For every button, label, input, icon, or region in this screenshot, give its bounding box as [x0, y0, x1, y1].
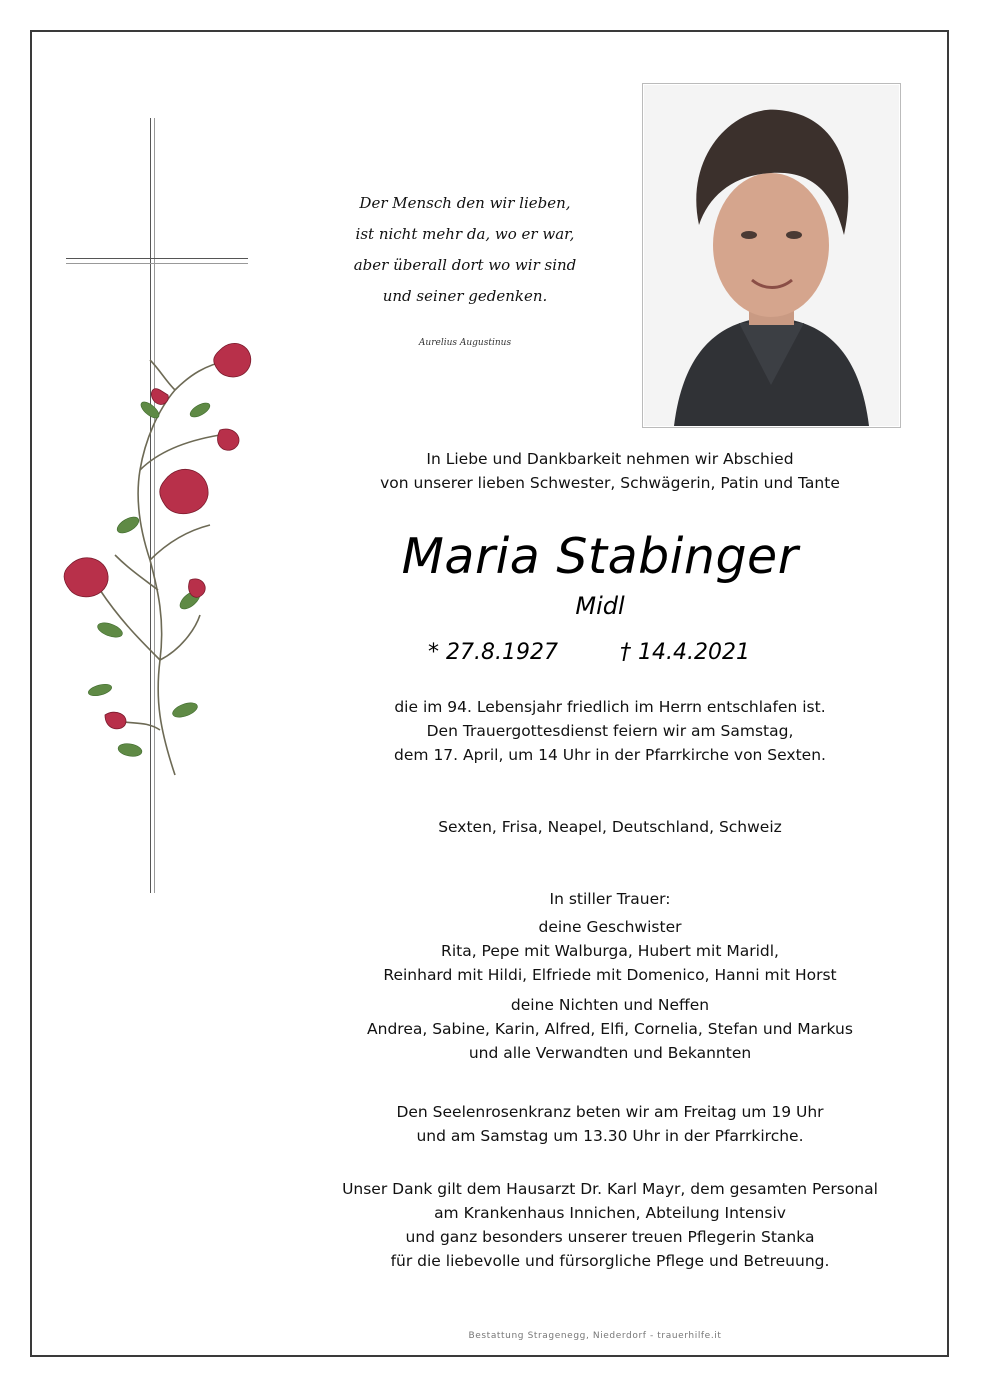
- service-text: [270, 695, 950, 767]
- nieces-title: deine Nichten und Neffen: [510, 996, 710, 1014]
- nieces-block: [270, 993, 950, 1065]
- memorial-quote: [330, 188, 600, 312]
- service-line: Den Trauergottesdienst feiern wir am Samstag,: [426, 722, 794, 740]
- quote-author: Aurelius Augustinus: [418, 338, 512, 348]
- quote-line: Der Mensch den wir lieben,: [359, 194, 571, 212]
- rose-branch-illustration: [40, 330, 260, 790]
- rosary-line: und am Samstag um 13.30 Uhr in der Pfarrkirche.: [416, 1127, 804, 1145]
- nieces-line: Andrea, Sabine, Karin, Alfred, Elfi, Cornelia, Stefan und Markus: [367, 1020, 853, 1038]
- places-text: Sexten, Frisa, Neapel, Deutschland, Schweiz: [438, 818, 782, 836]
- siblings-line: Reinhard mit Hildi, Elfriede mit Domenico, Hanni mit Horst: [383, 966, 837, 984]
- quote-line: ist nicht mehr da, wo er war,: [355, 225, 575, 243]
- thanks-text: [270, 1177, 950, 1273]
- deceased-name: Maria Stabinger: [401, 528, 799, 585]
- rosary-text: [270, 1100, 950, 1148]
- intro-line: In Liebe und Dankbarkeit nehmen wir Abschied: [426, 450, 794, 468]
- thanks-line: Unser Dank gilt dem Hausarzt Dr. Karl Mayr, dem gesamten Personal: [342, 1180, 878, 1198]
- intro-line: von unserer lieben Schwester, Schwägerin, Patin und Tante: [380, 474, 840, 492]
- mourners-heading: In stiller Trauer:: [549, 890, 671, 908]
- quote-line: und seiner gedenken.: [382, 287, 548, 305]
- cross-horizontal-beam: [66, 258, 248, 264]
- siblings-block: [270, 915, 950, 987]
- thanks-line: am Krankenhaus Innichen, Abteilung Intensiv: [434, 1204, 786, 1222]
- intro-text: [270, 447, 950, 495]
- thanks-line: für die liebevolle und fürsorgliche Pflege und Betreuung.: [390, 1252, 830, 1270]
- birth-date: * 27.8.1927: [428, 640, 558, 665]
- death-date: † 14.4.2021: [620, 640, 750, 665]
- deceased-nickname: Midl: [575, 592, 625, 620]
- siblings-line: Rita, Pepe mit Walburga, Hubert mit Maridl,: [441, 942, 779, 960]
- footer-credit: Bestattung Stragenegg, Niederdorf - trauerhilfe.it: [468, 1331, 722, 1341]
- quote-line: aber überall dort wo wir sind: [353, 256, 577, 274]
- service-line: die im 94. Lebensjahr friedlich im Herrn entschlafen ist.: [394, 698, 826, 716]
- siblings-title: deine Geschwister: [538, 918, 682, 936]
- thanks-line: und ganz besonders unserer treuen Pflegerin Stanka: [405, 1228, 815, 1246]
- nieces-line: und alle Verwandten und Bekannten: [468, 1044, 752, 1062]
- rosary-line: Den Seelenrosenkranz beten wir am Freitag um 19 Uhr: [396, 1103, 824, 1121]
- service-line: dem 17. April, um 14 Uhr in der Pfarrkirche von Sexten.: [394, 746, 826, 764]
- portrait-photo: [642, 83, 901, 428]
